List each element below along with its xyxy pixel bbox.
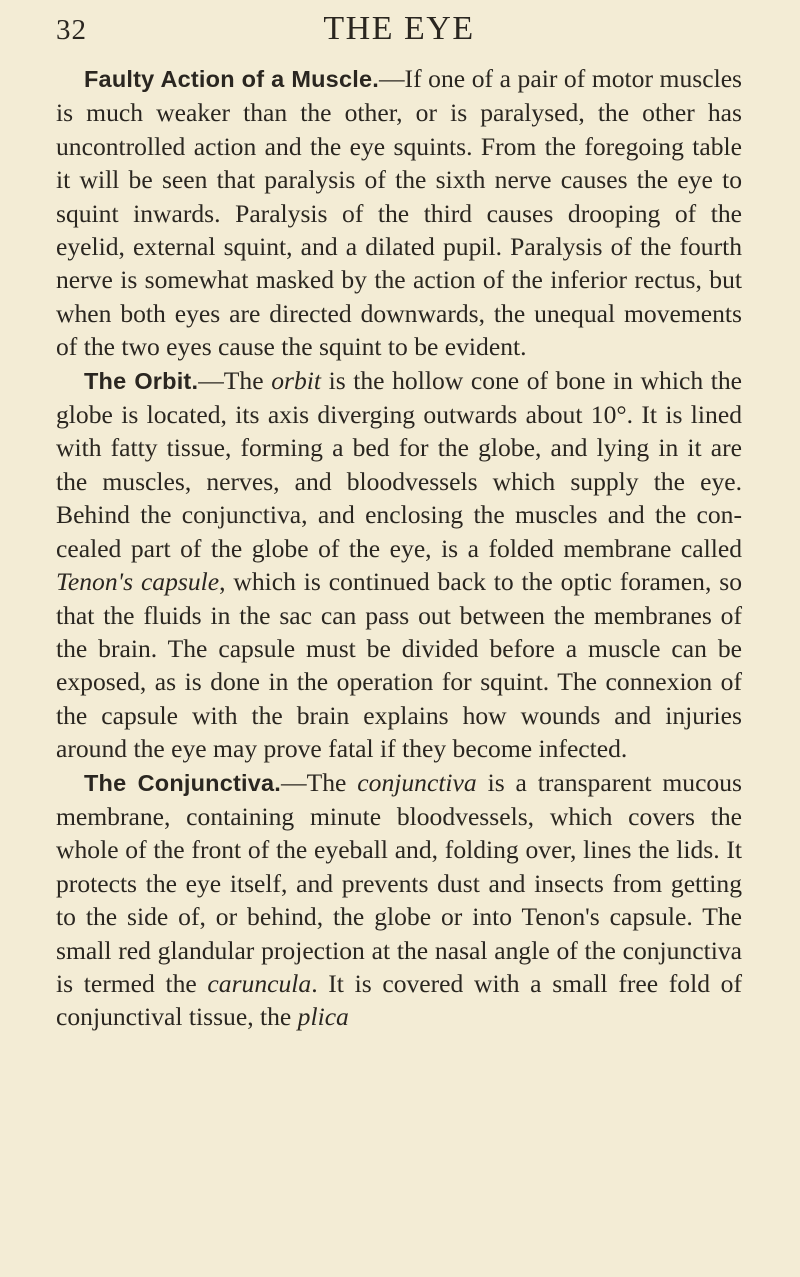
italic-term-plica: plica [297, 1002, 349, 1032]
paragraph-text: . It is covered with a small free fold of conjunctival tissue, the [56, 968, 742, 1032]
italic-term-tenons-capsule: Tenon's capsule [56, 567, 220, 597]
page-number: 32 [56, 14, 87, 46]
paragraph-text: —The [281, 767, 358, 797]
running-head [56, 0, 742, 62]
paragraph-text: , which is continued back to the optic foramen, so that the fluids in the sac can pass out between the membranes of the brain. The capsule must be divided before a muscle can be exposed, as is done in the operation for squint. The connexion of the capsule with the brain explains how wounds and injuries around the eye may prove fatal if they become infected. [56, 567, 742, 764]
paragraph-orbit [56, 364, 742, 766]
body-text [56, 62, 742, 1034]
paragraph-heading: The Orbit. [84, 367, 199, 394]
paragraph-conjunctiva [56, 766, 742, 1034]
paragraph-text: is the hollow cone of bone in which the globe is located, its axis diverging outwards about 10°. It is lined with fatty tissue, forming a bed for the globe, and lying in it are the muscles, nerves, and bloodvessels which supply the eye. Behind the conjunctiva, and enclosing the muscles and the con- cealed part of the globe of the eye, is a folded membrane called [56, 365, 742, 563]
paragraph-faulty-action [56, 62, 742, 364]
italic-term-caruncula: caruncula [207, 968, 312, 998]
paragraph-text: is a transparent mucous membrane, containing minute bloodvessels, which covers the whole of the front of the eyeball and, folding over, lines the lids. It protects the eye itself, and prevents dust and insects from getting to the side of, or behind, the globe or into Tenon's capsule. The small red glandular projection at the nasal angle of the conjunctiva is termed the [56, 767, 742, 998]
running-title: THE EYE [323, 10, 475, 47]
italic-term-conjunctiva: conjunctiva [357, 767, 477, 797]
paragraph-text: —The [198, 365, 272, 395]
paragraph-heading: The Conjunctiva. [84, 769, 282, 796]
paragraph-heading: Faulty Action of a Muscle. [84, 66, 379, 92]
paragraph-text: —If one of a pair of motor muscles is much weaker than the other, or is paralysed, the other has uncontrolled action and the eye squints. From the foregoing table it will be seen that paralysis of the sixth nerve causes the eye to squint inwards. Paralysis of the third causes drooping of the eyelid, external squint, and a dilated pupil. Paralysis of the fourth nerve is somewhat masked by the action of the inferior rectus, but when both eyes are directed downwards, the unequal movements of the two eyes cause the squint to be evident. [56, 64, 743, 362]
italic-term-orbit: orbit [271, 365, 321, 395]
